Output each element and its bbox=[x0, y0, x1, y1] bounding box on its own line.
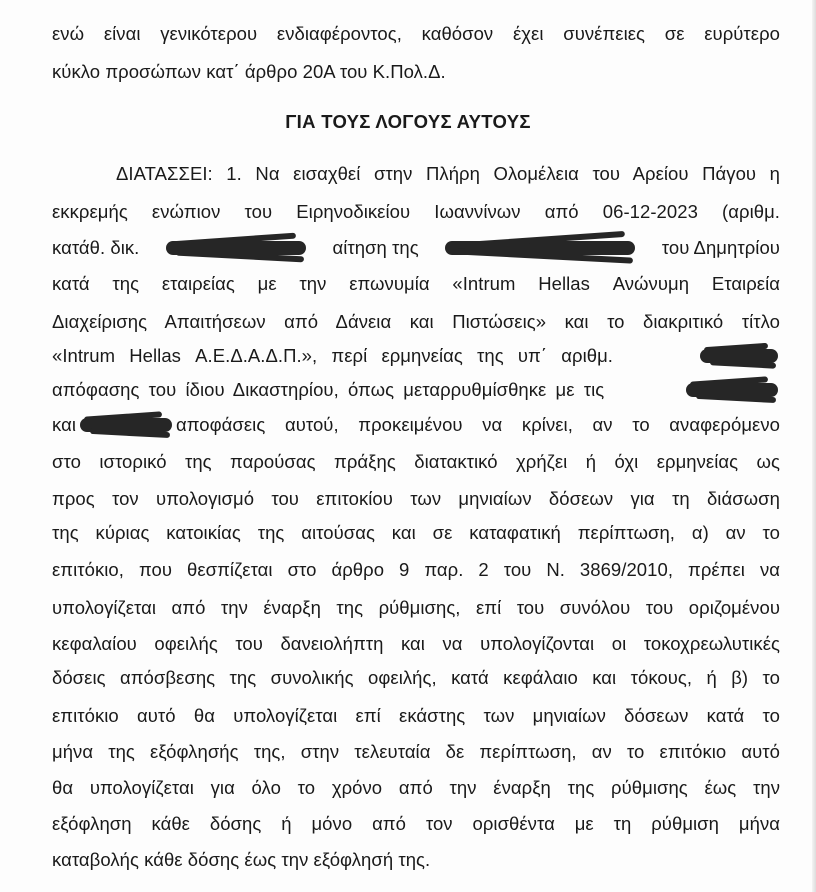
redaction-mark bbox=[445, 241, 635, 255]
intro-line-1: ενώ είναι γενικότερου ενδιαφέροντος, καθόσον έχει συνέπειες σε ευρύτερο bbox=[52, 23, 780, 44]
text-segment: κατάθ. δικ. bbox=[52, 237, 140, 258]
body-line-10: προς τον υπολογισμό του επιτοκίου των μηνιαίων δόσεων για τη διάσωση bbox=[52, 488, 780, 509]
text-segment: αποφάσεις αυτού, προκειμένου να κρίνει, αν το αναφερόμενο bbox=[175, 414, 780, 435]
body-line-2: εκκρεμής ενώπιον του Ειρηνοδικείου Ιωαννίνων από 06-12-2023 (αριθμ. bbox=[52, 201, 780, 222]
text-segment: «Intrum Hellas Α.Ε.Δ.Α.Δ.Π.», περί ερμηνείας της υπ΄ αριθμ. bbox=[52, 345, 613, 366]
section-heading: ΓΙΑ ΤΟΥΣ ΛΟΓΟΥΣ ΑΥΤΟΥΣ bbox=[285, 111, 531, 132]
body-line-7 bbox=[52, 378, 780, 402]
page-edge-shadow bbox=[812, 0, 816, 892]
intro-line-2: κύκλο προσώπων κατ΄ άρθρο 20Α του Κ.Πολ.Δ. bbox=[52, 61, 446, 82]
body-line-5: Διαχείρισης Απαιτήσεων από Δάνεια και Πιστώσεις» και το διακριτικό τίτλο bbox=[52, 311, 780, 332]
body-line-19: εξόφληση κάθε δόσης ή μόνο από τον ορισθέντα με τη ρύθμιση μήνα bbox=[52, 813, 780, 834]
body-line-1: ΔΙΑΤΑΣΣΕΙ: 1. Να εισαχθεί στην Πλήρη Ολομέλεια του Αρείου Πάγου η bbox=[116, 163, 780, 184]
body-line-9: στο ιστορικό της παρούσας πράξης διατακτικό χρήζει ή όχι ερμηνείας ως bbox=[52, 451, 780, 472]
body-line-8 bbox=[52, 413, 780, 437]
redaction-mark bbox=[686, 383, 778, 397]
text-segment: και bbox=[52, 414, 76, 435]
body-line-17: μήνα της εξόφλησής της, στην τελευταία δε περίπτωση, αν το επιτόκιο αυτό bbox=[52, 741, 780, 762]
redaction-mark bbox=[80, 418, 172, 432]
body-line-6 bbox=[52, 344, 780, 368]
body-line-15: δόσεις απόσβεσης της συνολικής οφειλής, κατά κεφάλαιο και τόκους, ή β) το bbox=[52, 667, 780, 688]
text-segment: αίτηση της bbox=[332, 237, 419, 258]
redaction-mark bbox=[166, 241, 306, 255]
body-line-11: της κύριας κατοικίας της αιτούσας και σε καταφατική περίπτωση, α) αν το bbox=[52, 522, 780, 543]
text-segment: του Δημητρίου bbox=[661, 237, 780, 258]
body-line-3 bbox=[52, 236, 780, 260]
body-line-16: επιτόκιο αυτό θα υπολογίζεται επί εκάστης των μηνιαίων δόσεων κατά το bbox=[52, 705, 780, 726]
body-line-4: κατά της εταιρείας με την επωνυμία «Intrum Hellas Ανώνυμη Εταιρεία bbox=[52, 273, 780, 294]
text-segment: απόφασης του ίδιου Δικαστηρίου, όπως μεταρρυθμίσθηκε με τις bbox=[52, 379, 605, 400]
body-line-20: καταβολής κάθε δόσης έως την εξόφλησή της. bbox=[52, 849, 431, 870]
body-line-18: θα υπολογίζεται για όλο το χρόνο από την έναρξη της ρύθμισης έως την bbox=[52, 777, 780, 798]
body-line-14: κεφαλαίου οφειλής του δανειολήπτη και να υπολογίζονται οι τοκοχρεωλυτικές bbox=[52, 633, 780, 654]
body-line-13: υπολογίζεται από την έναρξη της ρύθμισης, επί του συνόλου του οριζομένου bbox=[52, 597, 780, 618]
body-line-12: επιτόκιο, που θεσπίζεται στο άρθρο 9 παρ. 2 του Ν. 3869/2010, πρέπει να bbox=[52, 559, 780, 580]
redaction-mark bbox=[700, 349, 778, 363]
